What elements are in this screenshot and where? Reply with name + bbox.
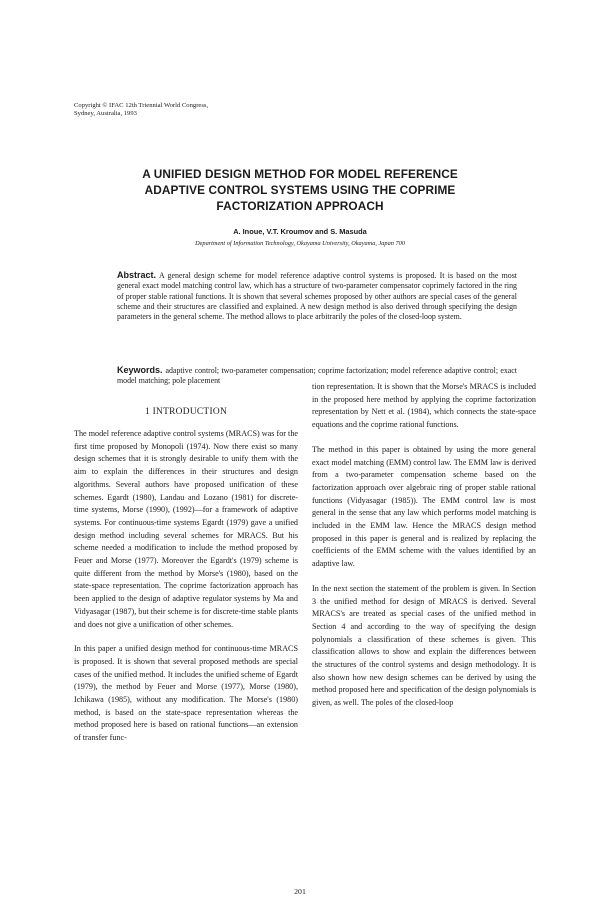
title-line-1: A UNIFIED DESIGN METHOD FOR MODEL REFERENCE [142, 167, 458, 181]
title-line-3: FACTORIZATION APPROACH [216, 199, 384, 213]
abstract [117, 270, 517, 322]
affiliation: Department of Information Technology, Okayama University, Okayama, Japan 700 [195, 240, 405, 247]
paragraph: The model reference adaptive control systems (MRACS) was for the first time proposed by Monopoli (1974). Now there exist so many design schemes that it is strongly desirable to unify them with the aim to explain the differences in their structures and design algorithms. Several authors have proposed unification of these schemes. Egardt (1980), Landau and Lozano (1981) for discrete-time systems, Morse (1990), (1992)—for a framework of adaptive systems. For continuous-time systems Egardt (1979) gave a unified design method including several schemes for MRACS. But his scheme needed a modification to include the method proposed by Feuer and Morse (1977). Moreover the Egardt's (1979) scheme is quite different from the method by Morse's (1980), based on the state-space representation. The coprime factorization approach has been applied to the design of adaptive regulator systems by Ma and Vidyasagar (1987), but their scheme is for discrete-time stable plants and does not give a unification of other schemes. [74, 429, 298, 629]
keywords-label: Keywords. [117, 365, 163, 375]
left-column [74, 406, 298, 757]
right-column [312, 381, 536, 722]
abstract-text: A general design scheme for model reference adaptive control systems is proposed. It is based on the most general exact model matching control law, which has a structure of two-parameter compensator coprimely factored in the ring of proper stable rational functions. It is shown that several schemes proposed by other authors are special cases of the general scheme and their structures are classified and explained. A new design method is also derived through specifying the design parameters in the general scheme. The method allows to place arbitrarily the poles of the closed-loop system. [117, 271, 517, 322]
copyright-notice [74, 102, 274, 119]
title-line-2: ADAPTIVE CONTROL SYSTEMS USING THE COPRIME [144, 183, 456, 197]
keywords-text: adaptive control; two-parameter compensation; coprime factorization; model reference adaptive control; exact model matching; pole placement [117, 366, 517, 386]
copyright-line-1: Copyright © IFAC 12th Triennial World Congress, [74, 102, 209, 109]
paper-title [60, 166, 540, 214]
paragraph: The method in this paper is obtained by using the more general exact model matching (EMM) control law. The EMM law is derived from a two-parameter compensation scheme based on the factorization approach over algebraic ring of proper stable rational functions (Vidyasagar (1985)). The EMM control law is most general in the sense that any law which performs model matching is included in the EMM law. Hence the MRACS design method proposed in this paper is general and is realized by replacing the coefficients of the EMM scheme with the values identified by an adaptive law. [312, 444, 536, 569]
copyright-line-2: Sydney, Australia, 1993 [74, 110, 137, 118]
section-heading-introduction: 1 INTRODUCTION [144, 407, 228, 417]
page-number: 201 [294, 887, 306, 896]
abstract-label: Abstract. [117, 270, 157, 280]
authors: A. Inoue, V.T. Kroumov and S. Masuda [233, 227, 367, 236]
paragraph: tion representation. It is shown that the Morse's MRACS is included in the proposed here method by applying the coprime factorization representation by Nett et al. (1984), which connects the state-space equations and the coprime rational functions. [312, 382, 536, 430]
paragraph: In this paper a unified design method for continuous-time MRACS is proposed. It is shown that several proposed methods are special cases of the unified method. It includes the unified scheme of Egardt (1979), the method by Feuer and Morse (1977), Morse (1980), Ichikawa (1985), without any modification. The Morse's (1980) method, is based on the state-space representation whereas the method proposed here is based on rational functions—an extension of transfer func- [74, 644, 298, 743]
paragraph: In the next section the statement of the problem is given. In Section 3 the unified method for design of MRACS is derived. Several MRACS's are treated as special cases of the unified method in Section 4 and according to the way of specifying the design polynomials a classification of these schemes is given. This classification allows to show and explain the differences between the structures of the control systems and design methodology. It is also shown how new design schemes can be derived by using the method proposed here and specification of the design polynomials is given, as well. The poles of the closed-loop [312, 583, 536, 708]
